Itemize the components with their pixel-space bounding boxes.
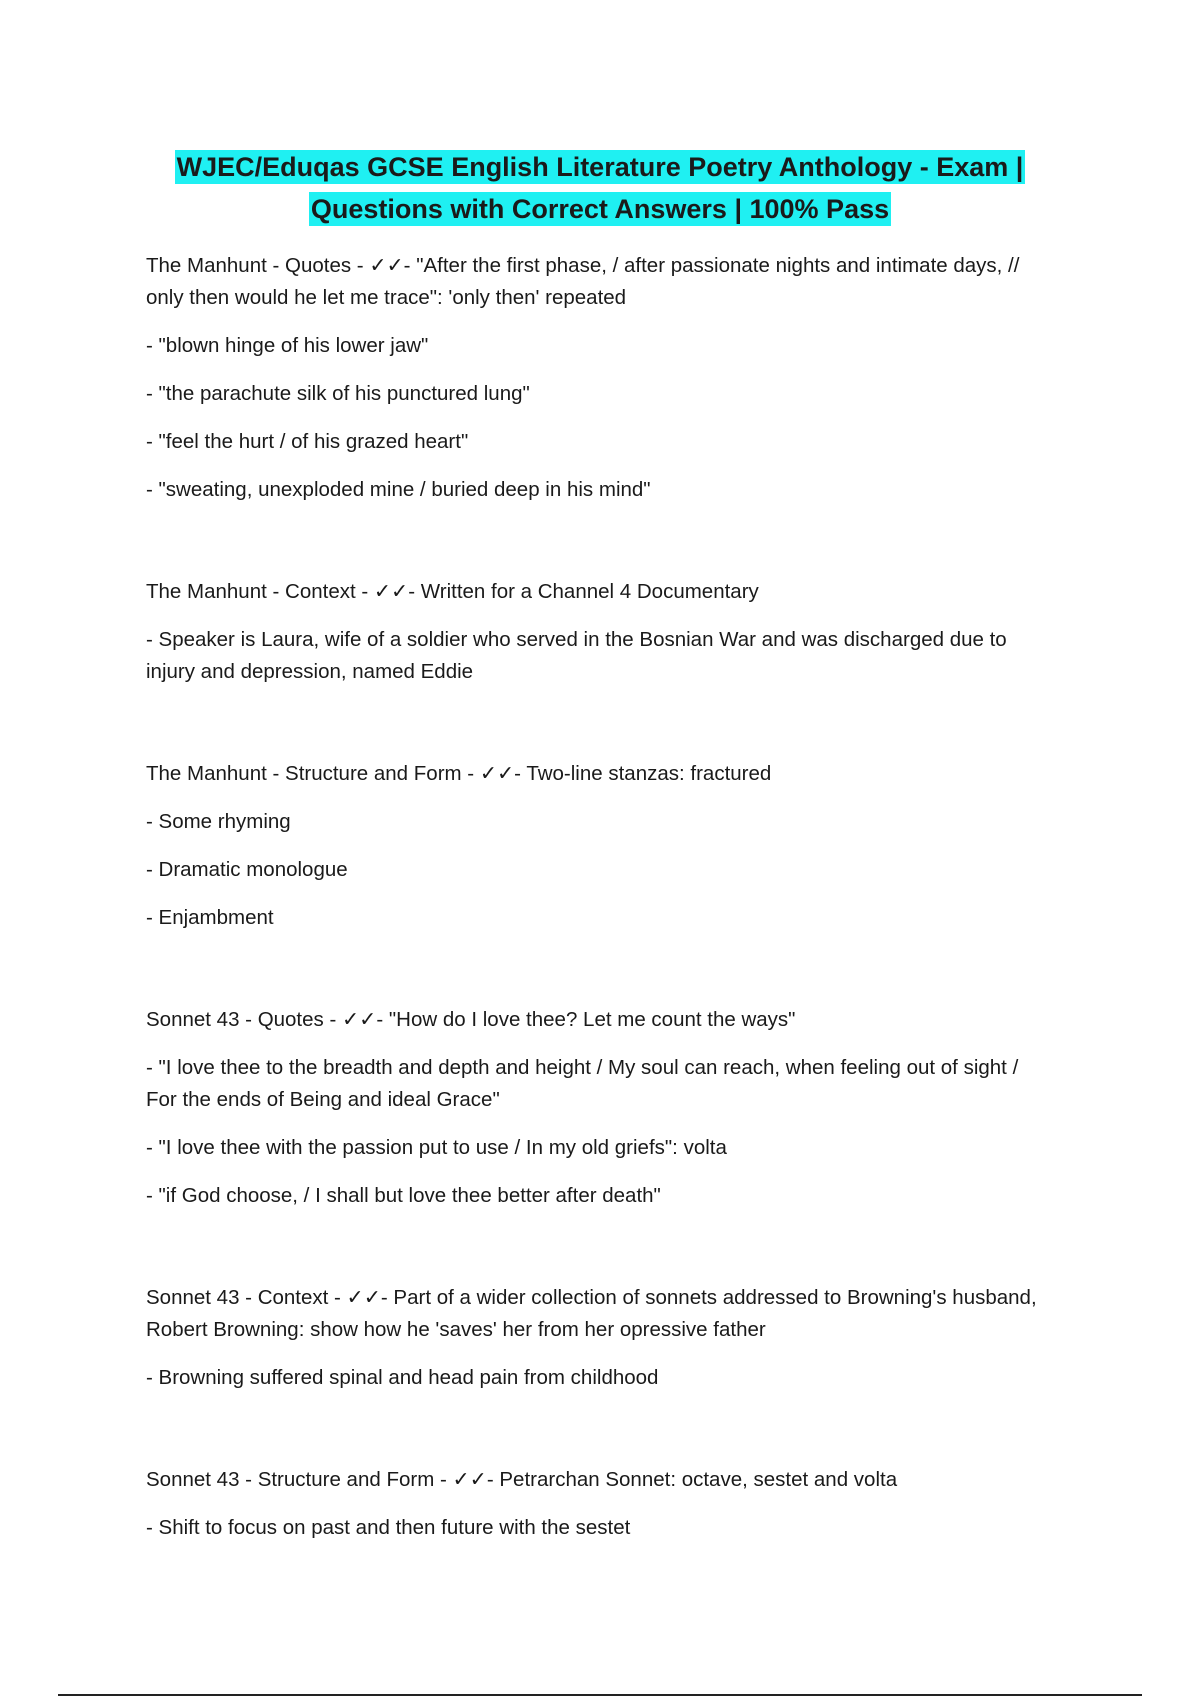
entry-bullet: - "I love thee to the breadth and depth and height / My soul can reach, when feeling out of sight / For the ends of Being and ideal Grace": [146, 1056, 1019, 1111]
entry-head: Sonnet 43 - Quotes - ✓✓- "How do I love thee? Let me count the ways": [146, 1008, 796, 1031]
entry-bullet: - Speaker is Laura, wife of a soldier who served in the Bosnian War and was discharged due to injury and depression, named Eddie: [146, 628, 1007, 683]
title-line-1: WJEC/Eduqas GCSE English Literature Poetry Anthology - Exam |: [176, 152, 1024, 182]
entry-bullet: - Browning suffered spinal and head pain from childhood: [146, 1366, 659, 1389]
document-title: [140, 146, 1060, 230]
entry-head: Sonnet 43 - Context - ✓✓- Part of a wider collection of sonnets addressed to Browning's husband, Robert Browning: show how he 'saves' her from her opressive father: [146, 1286, 1037, 1341]
entry-head: The Manhunt - Context - ✓✓- Written for a Channel 4 Documentary: [146, 580, 759, 603]
entry-bullet: - Some rhyming: [146, 810, 291, 833]
qa-entry-manhunt-structure: [146, 758, 1046, 934]
entry-bullet: - Shift to focus on past and then future with the sestet: [146, 1516, 631, 1539]
entry-head: The Manhunt - Quotes - ✓✓- "After the first phase, / after passionate nights and intimate days, // only then would he let me trace": 'only then' repeated: [146, 254, 1020, 309]
entry-bullet: - "the parachute silk of his punctured lung": [146, 382, 530, 405]
entry-bullet: - Dramatic monologue: [146, 858, 348, 881]
title-line-2: Questions with Correct Answers | 100% Pass: [310, 194, 890, 224]
entry-bullet: - "blown hinge of his lower jaw": [146, 334, 429, 357]
qa-entry-manhunt-quotes: [146, 250, 1046, 506]
qa-list: [146, 250, 1046, 1544]
qa-entry-sonnet43-structure: [146, 1464, 1046, 1544]
qa-entry-sonnet43-context: [146, 1282, 1046, 1394]
entry-bullet: - Enjambment: [146, 906, 274, 929]
footer-divider: [58, 1694, 1142, 1696]
entry-head: The Manhunt - Structure and Form - ✓✓- Two-line stanzas: fractured: [146, 762, 772, 785]
entry-bullet: - "if God choose, / I shall but love thee better after death": [146, 1184, 661, 1207]
qa-entry-sonnet43-quotes: [146, 1004, 1046, 1212]
entry-head: Sonnet 43 - Structure and Form - ✓✓- Petrarchan Sonnet: octave, sestet and volta: [146, 1468, 898, 1491]
qa-entry-manhunt-context: [146, 576, 1046, 688]
entry-bullet: - "I love thee with the passion put to use / In my old griefs": volta: [146, 1136, 727, 1159]
entry-bullet: - "feel the hurt / of his grazed heart": [146, 430, 469, 453]
entry-bullet: - "sweating, unexploded mine / buried deep in his mind": [146, 478, 651, 501]
